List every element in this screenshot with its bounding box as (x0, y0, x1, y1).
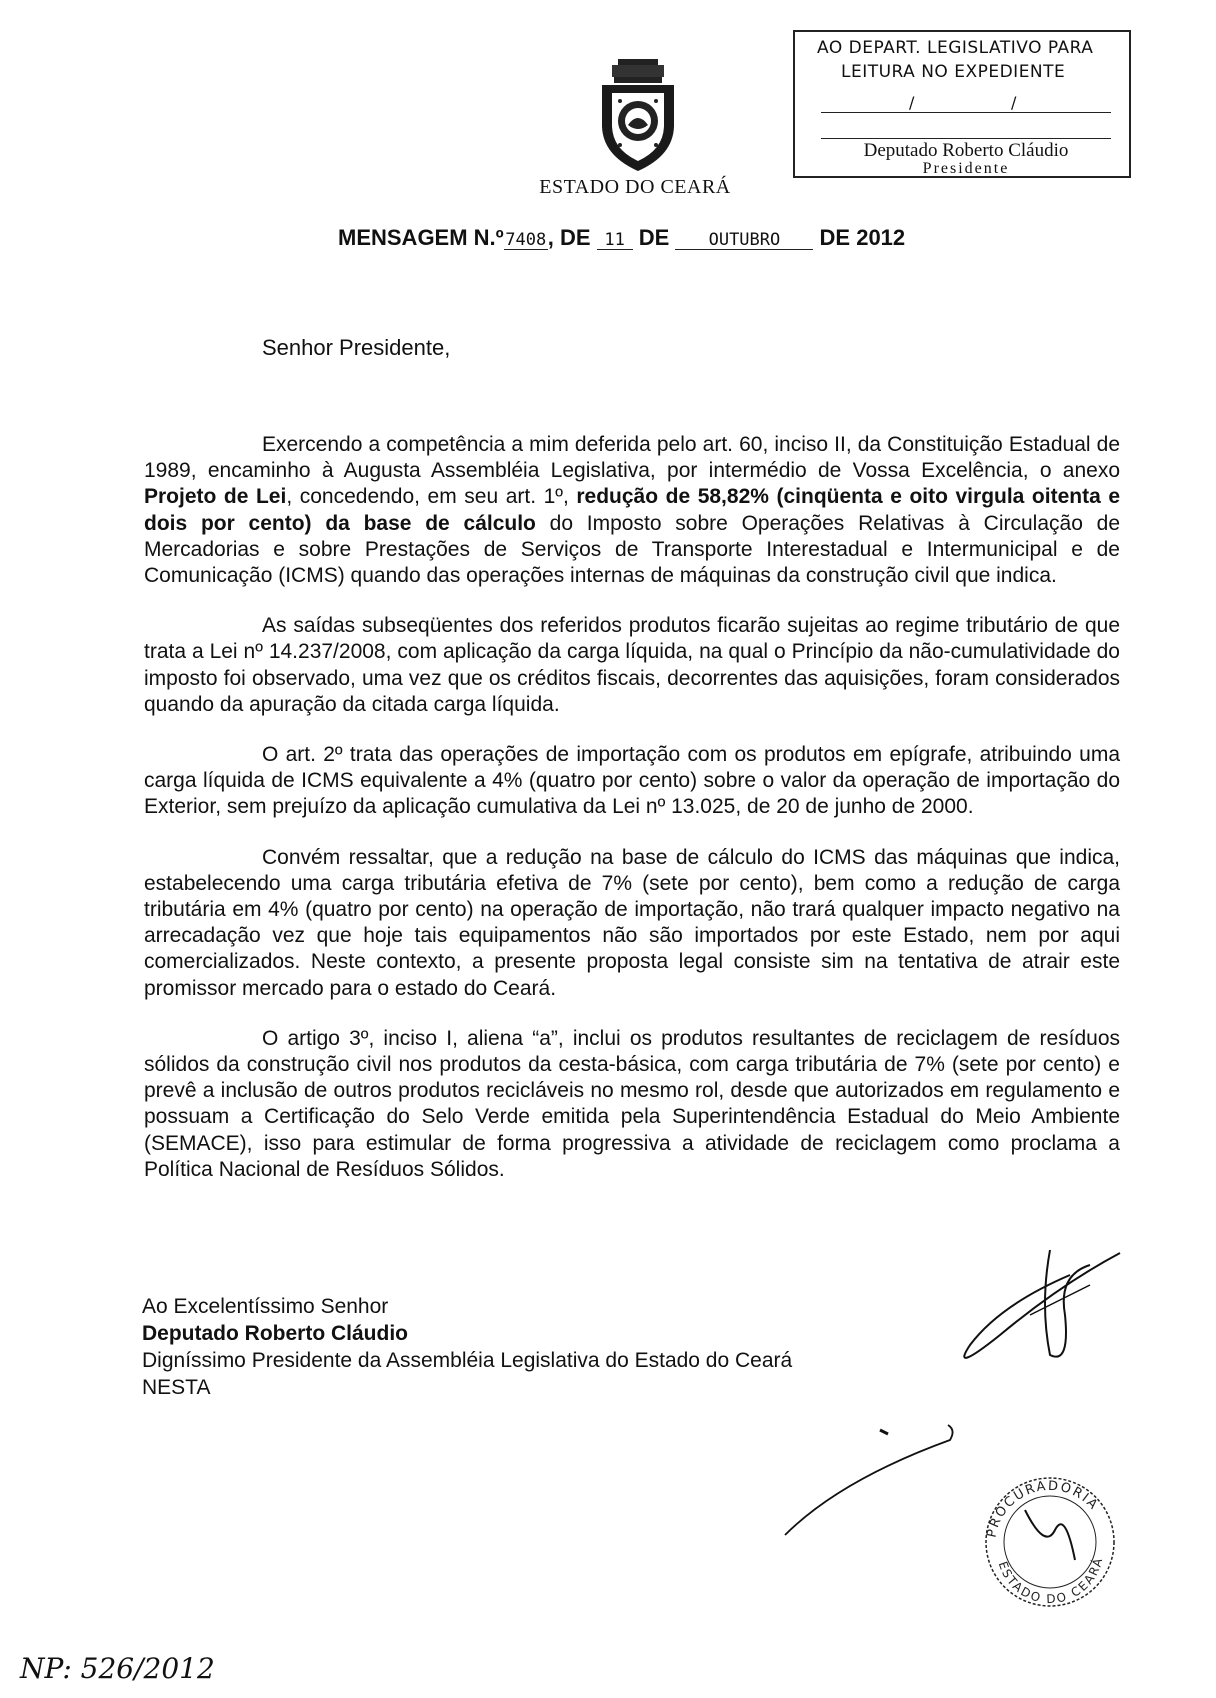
message-year: DE 2012 (813, 225, 906, 250)
addressee-block (142, 1293, 792, 1401)
stamp-line-1: AO DEPART. LEGISLATIVO PARA (817, 38, 1094, 58)
stamp-signatory-role: Presidente (922, 160, 1010, 177)
paragraph-2: As saídas subseqüentes dos referidos produtos ficarão sujeitas ao regime tributário de que trata a Lei nº 14.237/2008, com aplicação da carga líquida, na qual o Princípio da não-cumulatividade do imposto foi observado, uma vez que os créditos fiscais, decorrentes das aquisições, foram considerados quando da apuração da citada carga líquida. (144, 614, 1120, 716)
pen-stroke (780, 1420, 960, 1540)
procuradoria-seal-icon (975, 1470, 1125, 1610)
stamp-date-separator: / (909, 93, 915, 112)
stamp-signatory-name: Deputado Roberto Cláudio (863, 140, 1069, 161)
message-heading (338, 225, 938, 251)
message-de: , DE (547, 225, 597, 250)
addressee-line: NESTA (142, 1376, 211, 1399)
message-body (144, 432, 1120, 1207)
paragraph-1 (144, 432, 1120, 589)
bold-text: redução de 58,82% (cinqüenta e oito virgula oitenta e dois por cento) da base de cálculo (144, 485, 1121, 535)
addressee-line: Ao Excelentíssimo Senhor (142, 1295, 389, 1318)
paragraph-text: Exercendo a competência a mim deferida pelo art. 60, inciso II, da Constituição Estadual de 1989, encaminho à Augusta Assembléia Legislativa, por intermédio de Vossa Excelência, o anexo (144, 433, 1120, 483)
paragraph-5: O artigo 3º, inciso I, aliena “a”, inclui os produtos resultantes de reciclagem de resíduos sólidos da construção civil nos produtos da cesta-básica, com carga tributária de 7% (sete por cento) e prevê a inclusão de outros produtos recicláveis no mesmo rol, desde que autorizados em regulamento e possuam a Certificação do Selo Verde emitida pela Superintendência Estadual do Meio Ambiente (SEMACE), isso para estimular de forma progressiva a atividade de reciclagem como proclama a Política Nacional de Resíduos Sólidos. (144, 1026, 1120, 1181)
paragraph-4: Convém ressaltar, que a redução na base de cálculo do ICMS das máquinas que indica, estabelecendo uma carga tributária efetiva de 7% (sete por cento), bem como a redução de carga tributária em 4% (quatro por cento) na operação de importação, não trará qualquer impacto negativo na arrecadação vez que hoje tais equipamentos não são importados por este Estado, nem por aqui comercializados. Neste contexto, a presente proposta legal consiste sim na tentativa de atrair este promissor mercado para o estado do Ceará. (144, 845, 1120, 1000)
handwritten-note (16, 1640, 226, 1690)
stamp-date-separator: / (1011, 93, 1017, 112)
stamp-date-field (821, 92, 1111, 113)
message-month: OUTUBRO (675, 231, 813, 250)
message-de: DE (632, 225, 676, 250)
stamp-signatory (821, 138, 1111, 177)
svg-text:ESTADO DO CEARÁ (996, 1555, 1106, 1606)
message-day: 11 (597, 231, 633, 250)
message-number: 7408 (505, 230, 547, 250)
greeting: Senhor Presidente, (262, 335, 451, 360)
handwritten-signature (940, 1245, 1140, 1365)
paragraph-text: do Imposto sobre Operações Relativas à Circulação de Mercadorias e sobre Prestações de Serviços de Transporte Interestadual e Intermunicipal e de Comunicação (ICMS) quando das operações internas de máquinas da construção civil que indica. (144, 511, 1121, 588)
seal-text-top: PROCURADORIA (984, 1478, 1102, 1539)
paragraph-3: O art. 2º trata das operações de importação com os produtos em epígrafe, atribuindo uma carga líquida de ICMS equivalente a 4% (quatro por cento) sobre o valor da operação de importação do Exterior, sem prejuízo da aplicação cumulativa da Lei nº 13.025, de 20 de junho de 2000. (144, 743, 1120, 819)
state-coat-of-arms-icon (590, 55, 686, 175)
addressee-line: Digníssimo Presidente da Assembléia Legislativa do Estado do Ceará (142, 1349, 793, 1372)
message-prefix: MENSAGEM N.º (338, 225, 504, 250)
paragraph-text: , concedendo, em seu art. 1º, (286, 485, 577, 509)
state-name: ESTADO DO CEARÁ (539, 176, 731, 198)
handwritten-note-text: NP: 526/2012 (20, 1652, 215, 1685)
seal-text-bottom: ESTADO DO CEARÁ (995, 1555, 1106, 1607)
receipt-stamp (793, 30, 1131, 178)
addressee-name: Deputado Roberto Cláudio (142, 1322, 408, 1345)
stamp-line-2: LEITURA NO EXPEDIENTE (841, 62, 1066, 82)
bold-text: Projeto de Lei (144, 485, 287, 509)
